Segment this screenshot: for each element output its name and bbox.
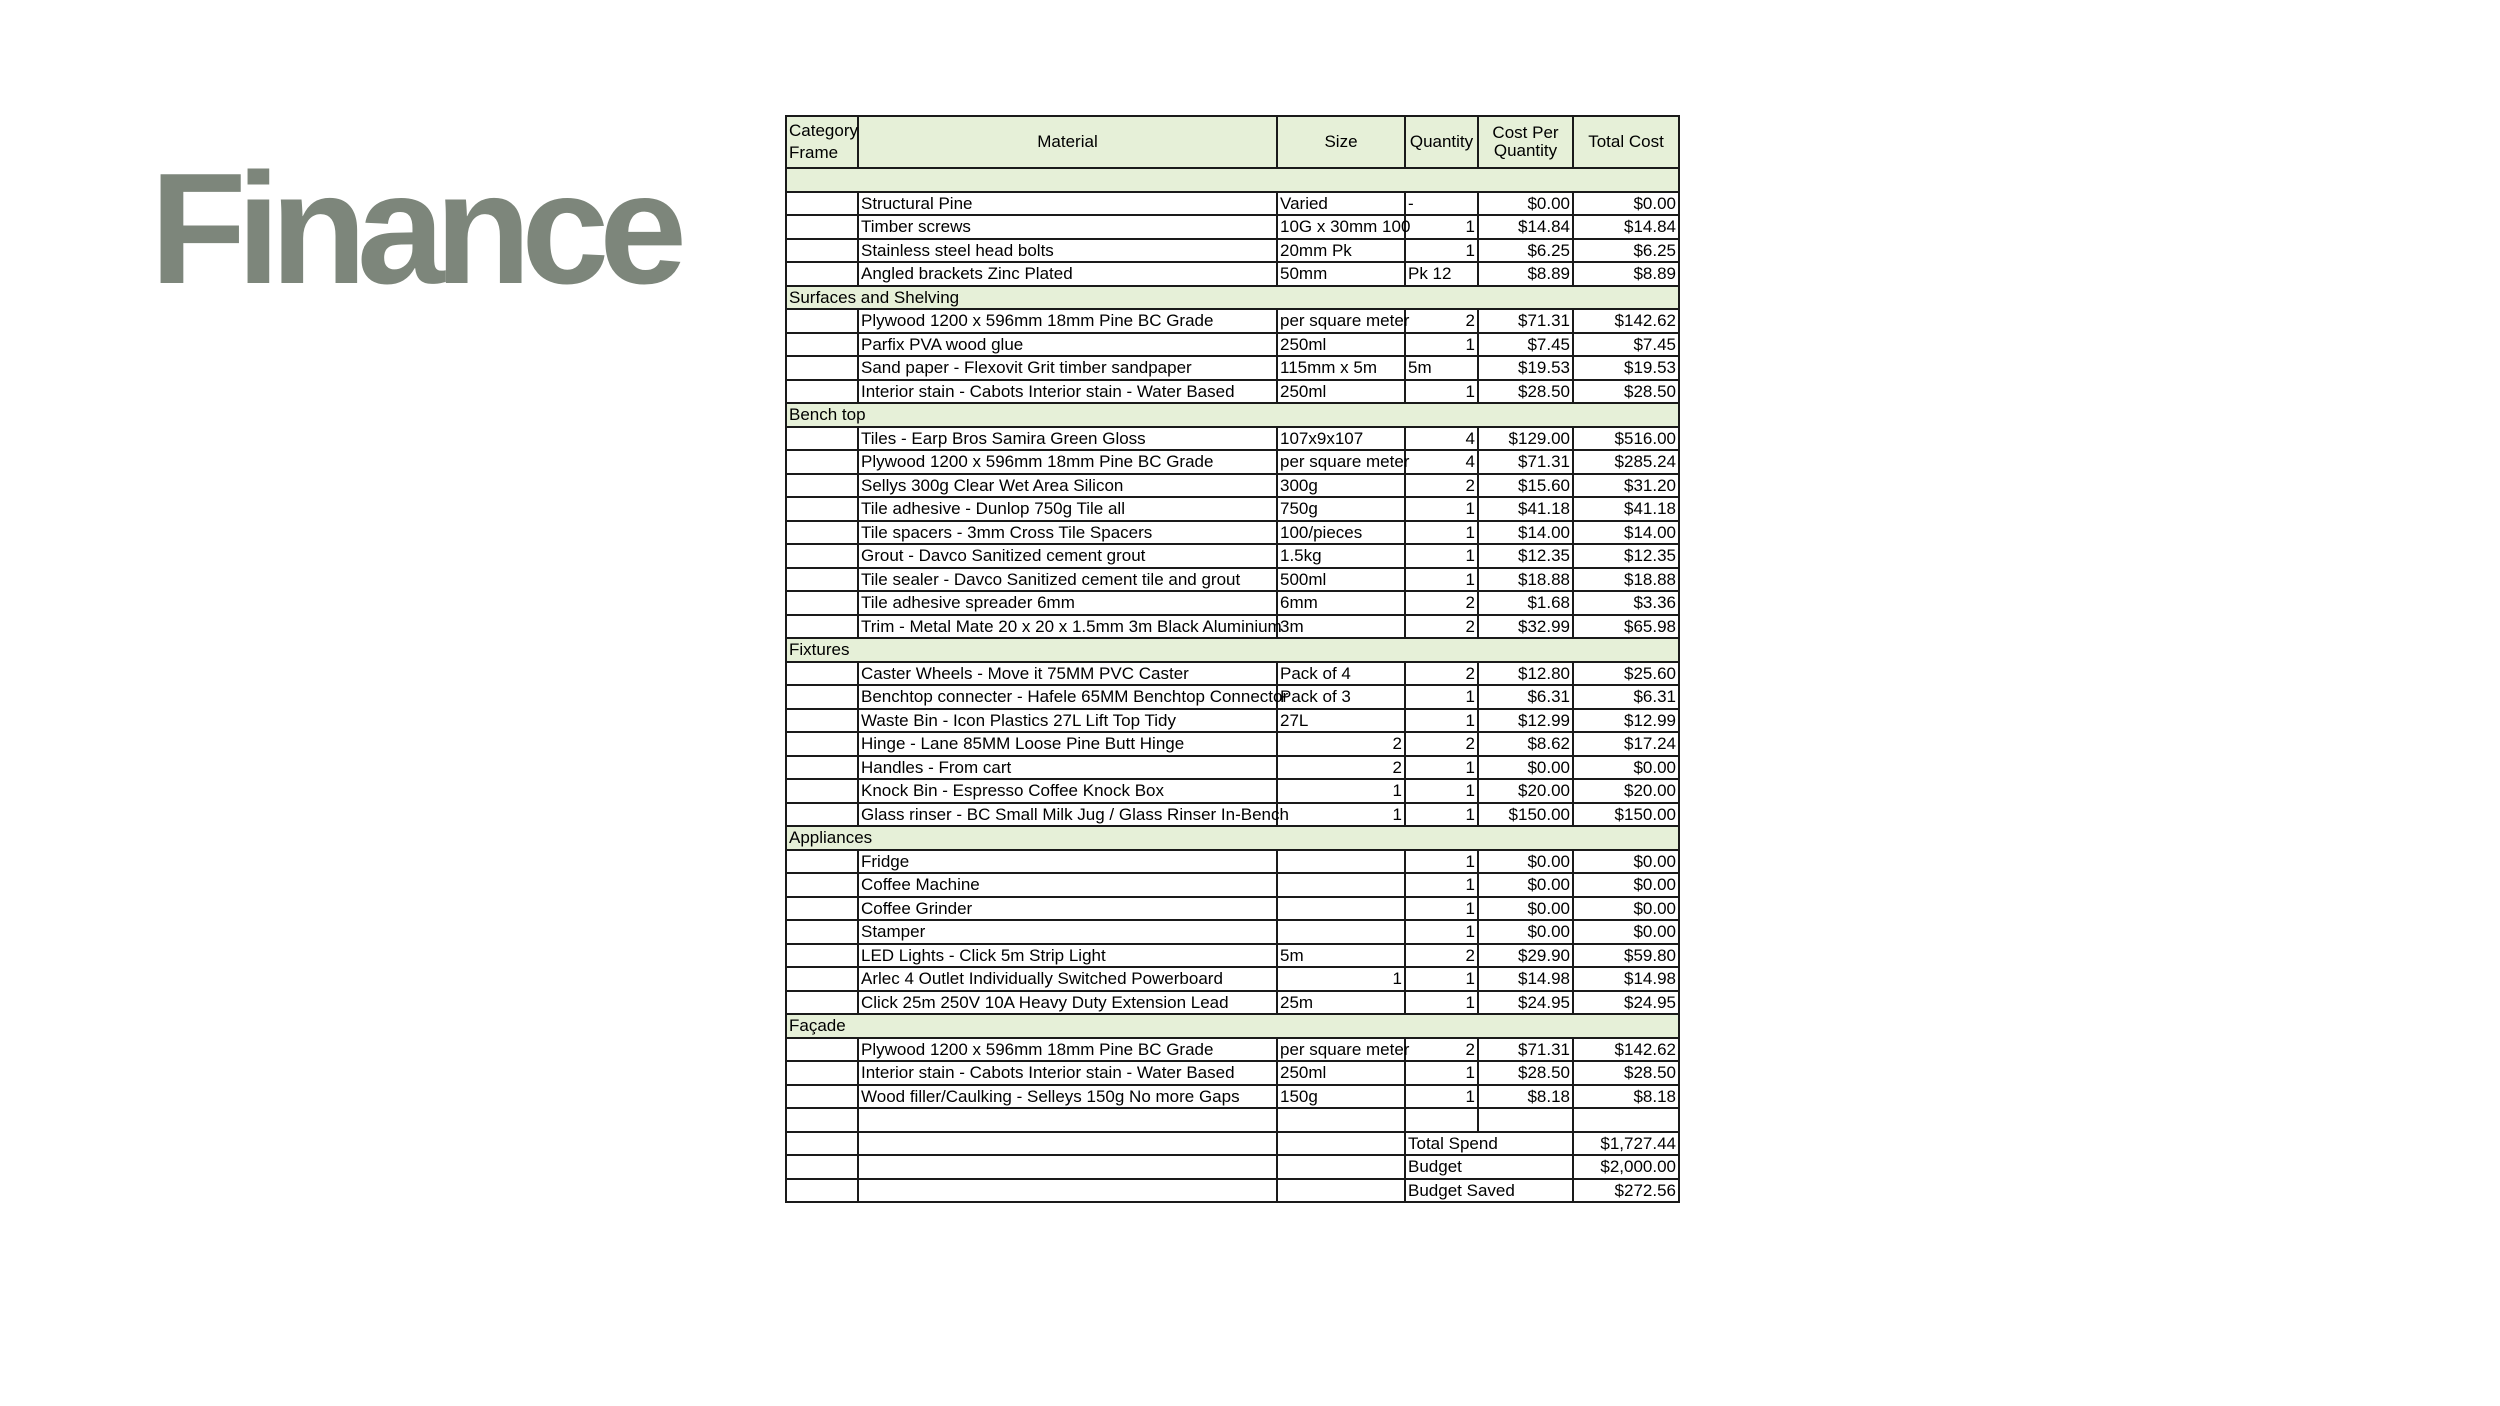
size-cell: 250ml <box>1277 1061 1405 1085</box>
material-cell: Plywood 1200 x 596mm 18mm Pine BC Grade <box>858 1038 1277 1062</box>
cost-per-quantity-cell: $1.68 <box>1478 591 1573 615</box>
header-cost-per-quantity: Cost Per Quantity <box>1478 116 1573 168</box>
size-cell: 3m <box>1277 615 1405 639</box>
category-label: Surfaces and Shelving <box>786 286 1679 310</box>
category-cell <box>786 380 858 404</box>
category-label: Façade <box>786 1014 1679 1038</box>
category-cell <box>786 591 858 615</box>
cost-per-quantity-cell: $14.98 <box>1478 967 1573 991</box>
cost-per-quantity-cell: $12.80 <box>1478 662 1573 686</box>
material-cell: Angled brackets Zinc Plated <box>858 262 1277 286</box>
material-cell <box>858 1108 1277 1132</box>
size-cell: 750g <box>1277 497 1405 521</box>
cost-per-quantity-cell: $6.31 <box>1478 685 1573 709</box>
size-cell <box>1277 850 1405 874</box>
cost-per-quantity-cell: $71.31 <box>1478 309 1573 333</box>
size-cell: 1 <box>1277 779 1405 803</box>
table-row <box>786 944 1679 968</box>
cost-per-quantity-cell: $129.00 <box>1478 427 1573 451</box>
cost-per-quantity-cell: $6.25 <box>1478 239 1573 263</box>
material-cell: Coffee Machine <box>858 873 1277 897</box>
total-cost-cell: $0.00 <box>1573 897 1679 921</box>
material-cell: Coffee Grinder <box>858 897 1277 921</box>
table-row <box>786 615 1679 639</box>
category-cell <box>786 239 858 263</box>
material-cell: Benchtop connecter - Hafele 65MM Benchtop Connector <box>858 685 1277 709</box>
quantity-cell: 1 <box>1405 568 1478 592</box>
quantity-cell: 1 <box>1405 215 1478 239</box>
table-row <box>786 967 1679 991</box>
material-cell: Knock Bin - Espresso Coffee Knock Box <box>858 779 1277 803</box>
total-cost-cell: $19.53 <box>1573 356 1679 380</box>
category-cell <box>786 333 858 357</box>
size-cell: 250ml <box>1277 333 1405 357</box>
total-cost-cell: $12.99 <box>1573 709 1679 733</box>
material-cell: Caster Wheels - Move it 75MM PVC Caster <box>858 662 1277 686</box>
table-row <box>786 497 1679 521</box>
size-cell: 115mm x 5m <box>1277 356 1405 380</box>
category-row <box>786 403 1679 427</box>
cost-per-quantity-cell: $12.99 <box>1478 709 1573 733</box>
total-cost-cell: $7.45 <box>1573 333 1679 357</box>
quantity-cell: - <box>1405 192 1478 216</box>
cost-per-quantity-cell: $12.35 <box>1478 544 1573 568</box>
cost-per-quantity-cell: $0.00 <box>1478 192 1573 216</box>
material-cell: Structural Pine <box>858 192 1277 216</box>
size-cell: 1 <box>1277 967 1405 991</box>
slide-title: Finance <box>150 141 678 317</box>
budget-table <box>785 115 1680 1203</box>
quantity-cell: 1 <box>1405 239 1478 263</box>
category-cell <box>786 1038 858 1062</box>
summary-value: $272.56 <box>1573 1179 1679 1203</box>
size-cell: 25m <box>1277 991 1405 1015</box>
category-cell <box>786 568 858 592</box>
quantity-cell: 1 <box>1405 803 1478 827</box>
material-cell: Tiles - Earp Bros Samira Green Gloss <box>858 427 1277 451</box>
total-cost-cell: $8.89 <box>1573 262 1679 286</box>
table-row <box>786 521 1679 545</box>
table-row <box>786 685 1679 709</box>
category-row <box>786 638 1679 662</box>
cost-per-quantity-cell: $29.90 <box>1478 944 1573 968</box>
size-cell: 2 <box>1277 756 1405 780</box>
quantity-cell: 1 <box>1405 756 1478 780</box>
table-row <box>786 732 1679 756</box>
material-cell: Hinge - Lane 85MM Loose Pine Butt Hinge <box>858 732 1277 756</box>
material-cell: Sellys 300g Clear Wet Area Silicon <box>858 474 1277 498</box>
quantity-cell: 2 <box>1405 309 1478 333</box>
table-row <box>786 333 1679 357</box>
table-row <box>786 591 1679 615</box>
total-cost-cell: $18.88 <box>1573 568 1679 592</box>
quantity-cell: 1 <box>1405 850 1478 874</box>
table-row <box>786 215 1679 239</box>
size-cell: Pack of 4 <box>1277 662 1405 686</box>
size-cell <box>1277 920 1405 944</box>
category-row <box>786 286 1679 310</box>
size-cell: 20mm Pk <box>1277 239 1405 263</box>
size-cell <box>1277 1108 1405 1132</box>
cost-per-quantity-cell: $28.50 <box>1478 380 1573 404</box>
quantity-cell: 1 <box>1405 920 1478 944</box>
material-cell <box>858 1179 1277 1203</box>
quantity-cell: 1 <box>1405 1085 1478 1109</box>
size-cell <box>1277 897 1405 921</box>
category-cell <box>786 1108 858 1132</box>
category-cell <box>786 850 858 874</box>
cost-per-quantity-cell: $0.00 <box>1478 850 1573 874</box>
header-total-cost: Total Cost <box>1573 116 1679 168</box>
category-cell <box>786 215 858 239</box>
category-cell <box>786 779 858 803</box>
category-cell <box>786 756 858 780</box>
header-quantity: Quantity <box>1405 116 1478 168</box>
material-cell: Plywood 1200 x 596mm 18mm Pine BC Grade <box>858 450 1277 474</box>
material-cell: LED Lights - Click 5m Strip Light <box>858 944 1277 968</box>
category-cell <box>786 897 858 921</box>
total-cost-cell: $285.24 <box>1573 450 1679 474</box>
quantity-cell: 1 <box>1405 897 1478 921</box>
material-cell: Tile spacers - 3mm Cross Tile Spacers <box>858 521 1277 545</box>
size-cell: 27L <box>1277 709 1405 733</box>
table-header-row <box>786 116 1679 168</box>
total-cost-cell: $0.00 <box>1573 873 1679 897</box>
category-cell <box>786 474 858 498</box>
quantity-cell: Pk 12 <box>1405 262 1478 286</box>
category-cell <box>786 873 858 897</box>
material-cell: Plywood 1200 x 596mm 18mm Pine BC Grade <box>858 309 1277 333</box>
total-cost-cell: $142.62 <box>1573 309 1679 333</box>
material-cell <box>858 1132 1277 1156</box>
quantity-cell: 1 <box>1405 967 1478 991</box>
category-cell <box>786 685 858 709</box>
material-cell: Tile adhesive spreader 6mm <box>858 591 1277 615</box>
quantity-cell: 4 <box>1405 427 1478 451</box>
quantity-cell: 2 <box>1405 662 1478 686</box>
material-cell: Stainless steel head bolts <box>858 239 1277 263</box>
size-cell: Varied <box>1277 192 1405 216</box>
category-cell <box>786 662 858 686</box>
material-cell: Interior stain - Cabots Interior stain - Water Based <box>858 1061 1277 1085</box>
material-cell: Timber screws <box>858 215 1277 239</box>
cost-per-quantity-cell: $150.00 <box>1478 803 1573 827</box>
quantity-cell: 2 <box>1405 732 1478 756</box>
cost-per-quantity-cell: $0.00 <box>1478 756 1573 780</box>
cost-per-quantity-cell: $7.45 <box>1478 333 1573 357</box>
size-cell: 1.5kg <box>1277 544 1405 568</box>
summary-row <box>786 1155 1679 1179</box>
table-row <box>786 779 1679 803</box>
cost-per-quantity-cell: $14.84 <box>1478 215 1573 239</box>
material-cell: Arlec 4 Outlet Individually Switched Powerboard <box>858 967 1277 991</box>
size-cell: 107x9x107 <box>1277 427 1405 451</box>
total-cost-cell: $14.00 <box>1573 521 1679 545</box>
size-cell: 150g <box>1277 1085 1405 1109</box>
category-cell <box>786 309 858 333</box>
quantity-cell: 1 <box>1405 873 1478 897</box>
cost-per-quantity-cell: $41.18 <box>1478 497 1573 521</box>
cost-per-quantity-cell: $0.00 <box>1478 897 1573 921</box>
summary-value: $1,727.44 <box>1573 1132 1679 1156</box>
total-cost-cell: $12.35 <box>1573 544 1679 568</box>
category-row <box>786 826 1679 850</box>
summary-label: Budget <box>1405 1155 1573 1179</box>
size-cell: per square meter <box>1277 450 1405 474</box>
cost-per-quantity-cell: $15.60 <box>1478 474 1573 498</box>
size-cell: 1 <box>1277 803 1405 827</box>
table-row <box>786 427 1679 451</box>
table-row <box>786 1038 1679 1062</box>
category-cell <box>786 991 858 1015</box>
total-cost-cell <box>1573 1108 1679 1132</box>
material-cell: Waste Bin - Icon Plastics 27L Lift Top Tidy <box>858 709 1277 733</box>
cost-per-quantity-cell: $8.62 <box>1478 732 1573 756</box>
table-row <box>786 192 1679 216</box>
table-row <box>786 380 1679 404</box>
table-row <box>786 991 1679 1015</box>
total-cost-cell: $142.62 <box>1573 1038 1679 1062</box>
total-cost-cell: $24.95 <box>1573 991 1679 1015</box>
total-cost-cell: $8.18 <box>1573 1085 1679 1109</box>
category-cell <box>786 1085 858 1109</box>
cost-per-quantity-cell: $0.00 <box>1478 920 1573 944</box>
category-label: Fixtures <box>786 638 1679 662</box>
material-cell: Interior stain - Cabots Interior stain - Water Based <box>858 380 1277 404</box>
size-cell: 100/pieces <box>1277 521 1405 545</box>
category-cell <box>786 732 858 756</box>
material-cell: Tile adhesive - Dunlop 750g Tile all <box>858 497 1277 521</box>
total-cost-cell: $17.24 <box>1573 732 1679 756</box>
table-row <box>786 474 1679 498</box>
total-cost-cell: $65.98 <box>1573 615 1679 639</box>
quantity-cell: 1 <box>1405 521 1478 545</box>
table-row <box>786 309 1679 333</box>
size-cell: 2 <box>1277 732 1405 756</box>
category-cell <box>786 1132 858 1156</box>
size-cell: 250ml <box>1277 380 1405 404</box>
summary-label: Total Spend <box>1405 1132 1573 1156</box>
table-row <box>786 662 1679 686</box>
category-cell <box>786 1061 858 1085</box>
category-cell <box>786 544 858 568</box>
category-cell <box>786 920 858 944</box>
quantity-cell: 2 <box>1405 1038 1478 1062</box>
summary-row <box>786 1132 1679 1156</box>
table-row <box>786 850 1679 874</box>
material-cell: Grout - Davco Sanitized cement grout <box>858 544 1277 568</box>
quantity-cell: 1 <box>1405 991 1478 1015</box>
quantity-cell: 1 <box>1405 779 1478 803</box>
material-cell: Wood filler/Caulking - Selleys 150g No more Gaps <box>858 1085 1277 1109</box>
category-cell <box>786 356 858 380</box>
cost-per-quantity-cell: $71.31 <box>1478 450 1573 474</box>
table-row <box>786 1061 1679 1085</box>
total-cost-cell: $14.84 <box>1573 215 1679 239</box>
table-row <box>786 1085 1679 1109</box>
quantity-cell: 1 <box>1405 497 1478 521</box>
quantity-cell: 2 <box>1405 474 1478 498</box>
category-cell <box>786 450 858 474</box>
quantity-cell: 4 <box>1405 450 1478 474</box>
total-cost-cell: $41.18 <box>1573 497 1679 521</box>
header-material: Material <box>858 116 1277 168</box>
category-cell <box>786 615 858 639</box>
cost-per-quantity-cell: $8.89 <box>1478 262 1573 286</box>
material-cell: Trim - Metal Mate 20 x 20 x 1.5mm 3m Black Aluminium <box>858 615 1277 639</box>
header-spacer-row <box>786 168 1679 192</box>
cost-per-quantity-cell: $14.00 <box>1478 521 1573 545</box>
table-row <box>786 239 1679 263</box>
table-row <box>786 920 1679 944</box>
category-cell <box>786 521 858 545</box>
material-cell: Sand paper - Flexovit Grit timber sandpaper <box>858 356 1277 380</box>
cost-per-quantity-cell: $19.53 <box>1478 356 1573 380</box>
cost-per-quantity-cell <box>1478 1108 1573 1132</box>
table-row <box>786 356 1679 380</box>
category-cell <box>786 709 858 733</box>
total-cost-cell: $0.00 <box>1573 920 1679 944</box>
category-cell <box>786 803 858 827</box>
material-cell: Glass rinser - BC Small Milk Jug / Glass Rinser In-Bench <box>858 803 1277 827</box>
quantity-cell: 1 <box>1405 380 1478 404</box>
total-cost-cell: $20.00 <box>1573 779 1679 803</box>
table-row <box>786 262 1679 286</box>
table-row <box>786 873 1679 897</box>
table-row <box>786 803 1679 827</box>
category-label: Bench top <box>786 403 1679 427</box>
material-cell: Handles - From cart <box>858 756 1277 780</box>
table-row <box>786 450 1679 474</box>
cost-per-quantity-cell: $18.88 <box>1478 568 1573 592</box>
size-cell: 5m <box>1277 944 1405 968</box>
table-row <box>786 897 1679 921</box>
quantity-cell: 1 <box>1405 544 1478 568</box>
cost-per-quantity-cell: $24.95 <box>1478 991 1573 1015</box>
size-cell <box>1277 873 1405 897</box>
quantity-cell <box>1405 1108 1478 1132</box>
table-row <box>786 756 1679 780</box>
total-cost-cell: $6.25 <box>1573 239 1679 263</box>
header-category: Category Frame <box>786 116 858 168</box>
total-cost-cell: $516.00 <box>1573 427 1679 451</box>
header-size: Size <box>1277 116 1405 168</box>
quantity-cell: 1 <box>1405 709 1478 733</box>
category-cell <box>786 262 858 286</box>
quantity-cell: 1 <box>1405 685 1478 709</box>
total-cost-cell: $28.50 <box>1573 380 1679 404</box>
cost-per-quantity-cell: $0.00 <box>1478 873 1573 897</box>
cost-per-quantity-cell: $71.31 <box>1478 1038 1573 1062</box>
size-cell: 300g <box>1277 474 1405 498</box>
category-row <box>786 1014 1679 1038</box>
table-row <box>786 544 1679 568</box>
material-cell: Tile sealer - Davco Sanitized cement tile and grout <box>858 568 1277 592</box>
cost-per-quantity-cell: $32.99 <box>1478 615 1573 639</box>
size-cell: 50mm <box>1277 262 1405 286</box>
category-cell <box>786 1155 858 1179</box>
category-label: Appliances <box>786 826 1679 850</box>
category-cell <box>786 192 858 216</box>
category-cell <box>786 497 858 521</box>
size-cell <box>1277 1155 1405 1179</box>
total-cost-cell: $25.60 <box>1573 662 1679 686</box>
material-cell: Parfix PVA wood glue <box>858 333 1277 357</box>
summary-row <box>786 1179 1679 1203</box>
quantity-cell: 1 <box>1405 333 1478 357</box>
size-cell: per square meter <box>1277 309 1405 333</box>
table-row <box>786 568 1679 592</box>
size-cell <box>1277 1179 1405 1203</box>
total-cost-cell: $14.98 <box>1573 967 1679 991</box>
material-cell: Fridge <box>858 850 1277 874</box>
size-cell <box>1277 1132 1405 1156</box>
total-cost-cell: $59.80 <box>1573 944 1679 968</box>
quantity-cell: 2 <box>1405 615 1478 639</box>
quantity-cell: 2 <box>1405 944 1478 968</box>
size-cell: per square meter <box>1277 1038 1405 1062</box>
total-cost-cell: $31.20 <box>1573 474 1679 498</box>
quantity-cell: 5m <box>1405 356 1478 380</box>
size-cell: Pack of 3 <box>1277 685 1405 709</box>
size-cell: 6mm <box>1277 591 1405 615</box>
size-cell: 10G x 30mm 100 <box>1277 215 1405 239</box>
size-cell: 500ml <box>1277 568 1405 592</box>
cost-per-quantity-cell: $28.50 <box>1478 1061 1573 1085</box>
cost-per-quantity-cell: $8.18 <box>1478 1085 1573 1109</box>
summary-label: Budget Saved <box>1405 1179 1573 1203</box>
total-cost-cell: $0.00 <box>1573 756 1679 780</box>
table-row <box>786 1108 1679 1132</box>
total-cost-cell: $28.50 <box>1573 1061 1679 1085</box>
quantity-cell: 2 <box>1405 591 1478 615</box>
total-cost-cell: $3.36 <box>1573 591 1679 615</box>
category-cell <box>786 427 858 451</box>
table-row <box>786 709 1679 733</box>
summary-value: $2,000.00 <box>1573 1155 1679 1179</box>
cost-per-quantity-cell: $20.00 <box>1478 779 1573 803</box>
category-cell <box>786 967 858 991</box>
total-cost-cell: $6.31 <box>1573 685 1679 709</box>
category-cell <box>786 1179 858 1203</box>
category-cell <box>786 944 858 968</box>
material-cell: Click 25m 250V 10A Heavy Duty Extension Lead <box>858 991 1277 1015</box>
total-cost-cell: $0.00 <box>1573 850 1679 874</box>
material-cell: Stamper <box>858 920 1277 944</box>
total-cost-cell: $150.00 <box>1573 803 1679 827</box>
quantity-cell: 1 <box>1405 1061 1478 1085</box>
total-cost-cell: $0.00 <box>1573 192 1679 216</box>
material-cell <box>858 1155 1277 1179</box>
